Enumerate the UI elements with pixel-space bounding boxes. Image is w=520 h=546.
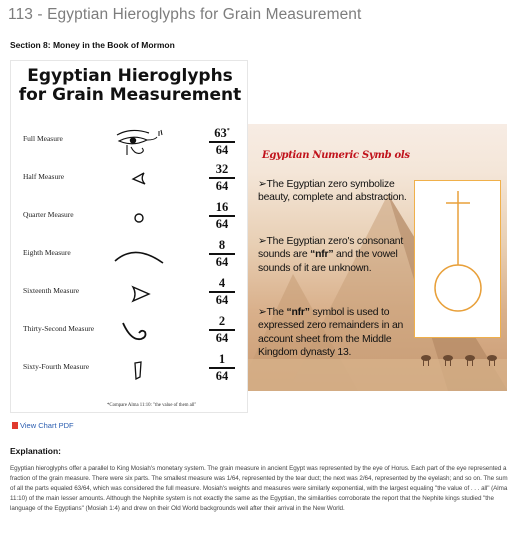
measure-label: Eighth Measure <box>23 248 71 257</box>
slide-bullet: ➢The Egyptian zero's consonant sounds are “nfr” and the vowel sounds of it are unknown. <box>258 236 404 274</box>
measure-label: Quarter Measure <box>23 210 74 219</box>
measure-label: Sixty-Fourth Measure <box>23 362 90 371</box>
measure-row-sixteenth <box>11 277 249 315</box>
chart-footnote: *Compare Alma 11:10: "the value of them all" <box>107 403 197 408</box>
measure-row-quarter <box>11 201 249 239</box>
fraction: 2 64 <box>209 315 235 345</box>
slide-bullet: ➢The Egyptian zero symbolize beauty, complete and abstraction. <box>258 179 407 204</box>
slide-bullet: ➢The “nfr” symbol is used to expressed zero remainders in an account sheet from the Middle Kingdom dynasty 13. <box>258 307 404 358</box>
fraction: 16 64 <box>209 201 235 231</box>
fraction: 63* 64 <box>209 125 235 157</box>
leg-icon <box>111 353 171 389</box>
measure-row-sixty-fourth <box>11 353 249 391</box>
measure-label: Sixteenth Measure <box>23 286 80 295</box>
explanation-text: Egyptian hieroglyphs offer a parallel to King Mosiah's monetary system. The grain measure in ancient Egypt was represented by the eye of Horus. Each part of the eye represented a fraction of the grain measure. There were six parts. The smallest measure was 1/64, represented by the tear duct; the next was 2/64, represented by the eyelash; and so on. The sum of all the parts equaled 63/64, which was considered the full measure. Mosiah's weights and measures were similarly exponential, with the largest equaling "the value of . . . all" (Alma 11:10) of the main lesser amounts. Although the Nephite system is not exactly the same as the Egyptian, the similarities corroborate the report that the Nephite kings studied "the language of the Egyptians" (Mosiah 1:4) and drew on their Old World backgrounds well after their arrival in the New World. <box>10 465 508 513</box>
pupil-icon <box>111 201 171 237</box>
fraction: 4 64 <box>209 277 235 307</box>
egyptian-numeric-slide <box>248 124 507 391</box>
hieroglyph-chart-image <box>10 60 248 413</box>
chart-title: Egyptian Hieroglyphs for Grain Measurement <box>18 66 242 105</box>
slide-title: Egyptian Numeric Symb ols <box>262 150 410 161</box>
measure-label: Half Measure <box>23 172 65 181</box>
fraction: 8 64 <box>209 239 235 269</box>
eye-of-horus-icon <box>111 125 171 161</box>
explanation-label: Explanation: <box>10 446 62 456</box>
measure-row-half <box>11 163 249 201</box>
tear-duct-icon <box>111 163 171 199</box>
eyebrow-icon <box>111 239 171 275</box>
fraction: 32 64 <box>209 163 235 193</box>
pdf-icon <box>12 422 18 429</box>
measure-row-eighth <box>11 239 249 277</box>
measure-label: Thirty-Second Measure <box>23 324 95 333</box>
view-chart-pdf-link[interactable]: View Chart PDF <box>12 421 74 430</box>
measure-label: Full Measure <box>23 134 63 143</box>
measure-row-full <box>11 125 249 163</box>
page-title: 113 - Egyptian Hieroglyphs for Grain Measurement <box>8 6 362 23</box>
fraction: 1 64 <box>209 353 235 383</box>
section-title: Section 8: Money in the Book of Mormon <box>10 40 175 50</box>
measure-row-thirty-second <box>11 315 249 353</box>
nfr-symbol-icon <box>414 180 501 338</box>
spiral-icon <box>111 315 171 351</box>
camels-silhouette <box>416 350 506 368</box>
eye-corner-icon <box>111 277 171 313</box>
